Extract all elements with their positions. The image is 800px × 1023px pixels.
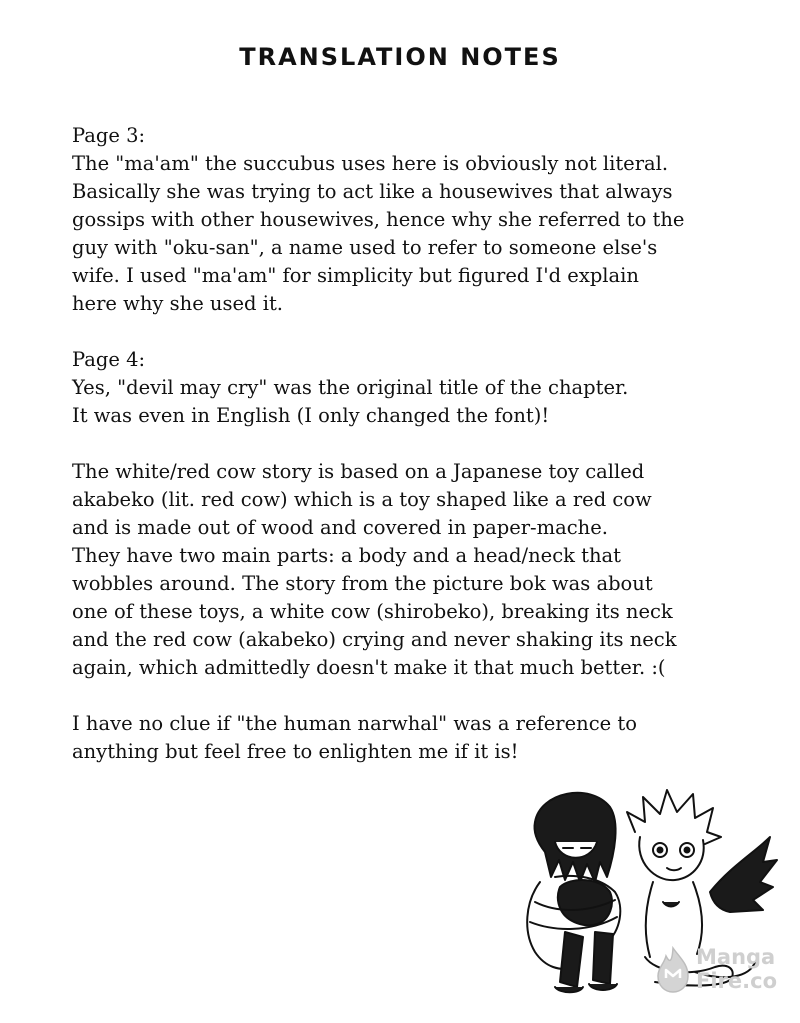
note-line: I have no clue if "the human narwhal" was a reference to bbox=[72, 712, 637, 735]
note-line: wife. I used "ma'am" for simplicity but figured I'd explain bbox=[72, 264, 639, 287]
paragraph-gap bbox=[72, 682, 752, 710]
page4-heading: Page 4: bbox=[72, 348, 146, 371]
note-line: It was even in English (I only changed the font)! bbox=[72, 404, 550, 427]
note-line: Yes, "devil may cry" was the original title of the chapter. bbox=[72, 376, 629, 399]
note-line: The "ma'am" the succubus uses here is obviously not literal. bbox=[72, 152, 669, 175]
note-line: wobbles around. The story from the picture bok was about bbox=[72, 572, 653, 595]
paragraph-gap bbox=[72, 318, 752, 346]
paragraph-gap bbox=[72, 430, 752, 458]
note-line: here why she used it. bbox=[72, 292, 283, 315]
mangafire-logo-icon bbox=[652, 946, 694, 994]
watermark bbox=[652, 942, 782, 998]
notes-body bbox=[72, 122, 752, 766]
watermark-line-1: Manga bbox=[696, 945, 776, 969]
watermark-line-2: Fire.co bbox=[696, 969, 777, 993]
note-line: and is made out of wood and covered in paper-mache. bbox=[72, 516, 608, 539]
note-line: The white/red cow story is based on a Japanese toy called bbox=[72, 460, 645, 483]
note-line: and the red cow (akabeko) crying and never shaking its neck bbox=[72, 628, 677, 651]
page3-heading: Page 3: bbox=[72, 124, 146, 147]
page-title: TRANSLATION NOTES bbox=[239, 43, 561, 71]
note-line: akabeko (lit. red cow) which is a toy shaped like a red cow bbox=[72, 488, 652, 511]
note-line: They have two main parts: a body and a head/neck that bbox=[72, 544, 621, 567]
note-line: anything but feel free to enlighten me if it is! bbox=[72, 740, 519, 763]
note-line: Basically she was trying to act like a housewives that always bbox=[72, 180, 673, 203]
note-line: one of these toys, a white cow (shirobeko), breaking its neck bbox=[72, 600, 673, 623]
note-line: again, which admittedly doesn't make it that much better. :( bbox=[72, 656, 666, 679]
note-line: gossips with other housewives, hence why she referred to the bbox=[72, 208, 685, 231]
note-line: guy with "oku-san", a name used to refer to someone else's bbox=[72, 236, 658, 259]
